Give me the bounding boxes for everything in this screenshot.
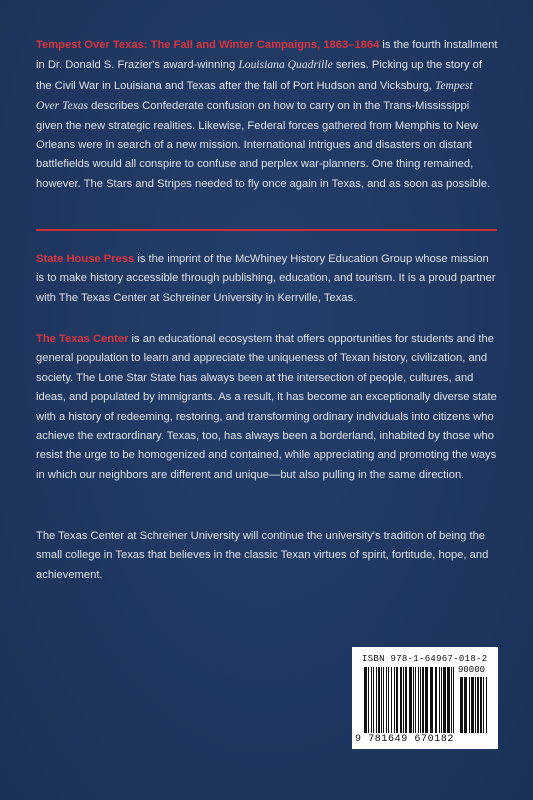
barcode-addon-bars [460, 677, 490, 733]
schreiner-text: The Texas Center at Schreiner University will continue the university's tradition of being the small college in Texas that believes in the classic Texan virtues of spirit, fortitude, hope, and achievement. [36, 530, 489, 581]
description-text-2: series. Picking up the story of the Civil War in Louisiana and Texas after the fall of Port Hudson and Vicksburg, [36, 59, 482, 92]
publisher-text: is the imprint of the McWhiney History Education Group whose mission is to make history accessible through publishing, education, and tourism. It is a proud partner with The Texas Center at Schreiner University in Kerrville, Texas. [36, 253, 496, 304]
series-title: Louisiana Quadrille [238, 58, 333, 72]
addon-price-label: 90000 [458, 665, 486, 675]
texas-center-text: is an educational ecosystem that offers opportunities for students and the general population to learn and appreciate the uniqueness of Texan history, civilization, and society. The Lone Star State has always been at the intersection of people, cultures, and ideas, and populated by immigrants. As a result, it has become an exceptionally diverse state with a history of redeeming, restoring, and transforming ordinary individuals into citizens who achieve the extraordinary. Texas, too, has always been a borderland, inhabited by those who resist the urge to be homogenized and contained, while appreciating and promoting the ways in which our neighbors are different and unique—but also pulling in the same direction. [36, 333, 497, 481]
barcode-main-bars [364, 667, 454, 733]
ean-digits-label: 9 781649 670182 [355, 734, 455, 745]
section-divider [36, 229, 497, 231]
schreiner-paragraph [36, 527, 498, 585]
texas-center-highlight: The Texas Center [36, 333, 129, 345]
isbn-barcode [352, 647, 498, 749]
book-title-highlight: Tempest Over Texas: The Fall and Winter Campaigns, 1863–1864 [36, 39, 380, 51]
book-description-paragraph [36, 36, 498, 194]
texas-center-paragraph [36, 330, 498, 485]
description-text-3: describes Confederate confusion on how to carry on in the Trans-Mississippi given the new strategic realities. Likewise, Federal forces gathered from Memphis to New Orleans were in search of a new mission. International intrigues and disasters on distant battlefields would all conspire to confuse and perplex war-planners. One thing remained, however. The Stars and Stripes needed to fly once again in Texas, and as soon as possible. [36, 100, 491, 190]
isbn-label: ISBN 978-1-64967-018-2 [362, 654, 488, 664]
publisher-highlight: State House Press [36, 253, 135, 265]
publisher-paragraph [36, 250, 498, 308]
description-text-1: is the fourth installment in Dr. Donald S. Frazier's award-winning [36, 39, 498, 72]
book-title-italic: Tempest Over Texas [36, 78, 473, 113]
